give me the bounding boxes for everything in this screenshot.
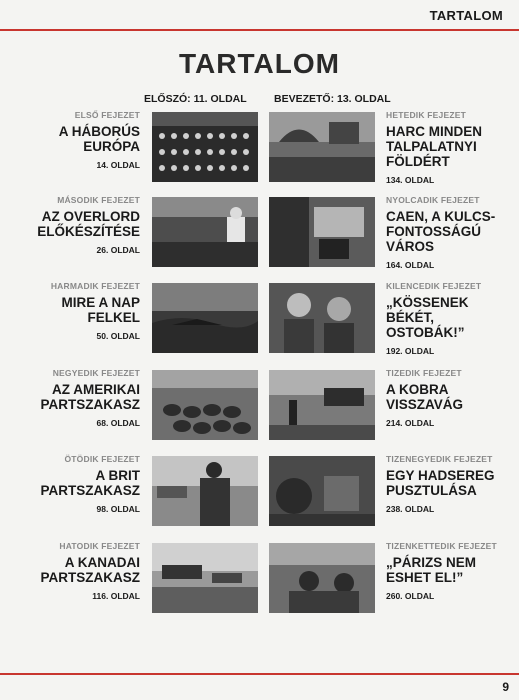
top-rule [0, 29, 519, 31]
chapter-label: KILENCEDIK FEJEZET [386, 281, 482, 291]
chapter-label: TIZENEGYEDIK FEJEZET [386, 454, 493, 464]
toc-entry[interactable] [386, 456, 519, 514]
chapter-photo [152, 456, 258, 526]
chapter-photo [269, 283, 375, 353]
toc-entry[interactable] [386, 112, 519, 185]
toc-entry[interactable] [386, 197, 519, 270]
page-reference: 214. OLDAL [386, 418, 435, 428]
chapter-label: TIZEDIK FEJEZET [386, 368, 462, 378]
toc-row [0, 112, 519, 192]
toc-entry[interactable] [0, 112, 140, 170]
chapter-label: HATODIK FEJEZET [59, 541, 140, 551]
chapter-photo [269, 370, 375, 440]
chapter-title: A HÁBORÚS EURÓPA [58, 124, 140, 154]
toc-entry[interactable] [386, 283, 519, 356]
chapter-label: NYOLCADIK FEJEZET [386, 195, 480, 205]
page-reference: 26. OLDAL [96, 245, 140, 255]
chapter-title: CAEN, A KULCS- FONTOSSÁGÚ VÁROS [386, 209, 496, 254]
page-reference: 238. OLDAL [386, 504, 435, 514]
chapter-photo [269, 543, 375, 613]
page-title: TARTALOM [179, 48, 340, 79]
chapter-title: „PÁRIZS NEM ESHET EL!” [386, 555, 477, 585]
page-number: 9 [502, 680, 509, 694]
toc-entry[interactable] [0, 283, 140, 341]
chapter-photo [152, 112, 258, 182]
chapter-label: MÁSODIK FEJEZET [57, 195, 140, 205]
chapter-title: A KOBRA VISSZAVÁG [386, 382, 464, 412]
toc-entry[interactable] [386, 370, 519, 428]
chapter-title: MIRE A NAP FELKEL [61, 295, 140, 325]
page-reference: 98. OLDAL [96, 504, 140, 514]
chapter-label: ÖTÖDIK FEJEZET [64, 454, 140, 464]
chapter-title: AZ OVERLORD ELŐKÉSZÍTÉSE [37, 209, 140, 239]
page-reference: 50. OLDAL [96, 331, 140, 341]
toc-row [0, 197, 519, 277]
chapter-title: AZ AMERIKAI PARTSZAKASZ [40, 382, 140, 412]
toc-entry[interactable] [0, 197, 140, 255]
chapter-label: HARMADIK FEJEZET [50, 281, 140, 291]
chapter-title: EGY HADSEREG PUSZTULÁSA [386, 468, 495, 498]
chapter-label: TIZENKETTEDIK FEJEZET [386, 541, 497, 551]
toc-entry[interactable] [0, 370, 140, 428]
chapter-title: A BRIT PARTSZAKASZ [40, 468, 140, 498]
preface-link[interactable]: ELŐSZÓ: 11. OLDAL [144, 93, 247, 105]
toc-row [0, 456, 519, 536]
page-reference: 68. OLDAL [96, 418, 140, 428]
toc-entry[interactable] [0, 543, 140, 601]
page-reference: 260. OLDAL [386, 591, 435, 601]
header-label: TARTALOM [429, 8, 503, 23]
page-reference: 116. OLDAL [92, 591, 140, 601]
chapter-photo [269, 197, 375, 267]
chapter-title: HARC MINDEN TALPALATNYI FÖLDÉRT [386, 124, 482, 169]
chapter-photo [269, 112, 375, 182]
toc-entry[interactable] [386, 543, 519, 601]
chapter-photo [152, 543, 258, 613]
page-reference: 164. OLDAL [386, 260, 435, 270]
chapter-title: A KANADAI PARTSZAKASZ [40, 555, 140, 585]
chapter-title: „KÖSSENEK BÉKÉT, OSTOBÁK!” [386, 295, 469, 340]
chapter-photo [152, 283, 258, 353]
page-reference: 192. OLDAL [386, 346, 435, 356]
bottom-rule [0, 673, 519, 675]
chapter-label: HETEDIK FEJEZET [386, 110, 466, 120]
chapter-photo [152, 370, 258, 440]
toc-row [0, 283, 519, 363]
page-reference: 14. OLDAL [96, 160, 140, 170]
toc-entry[interactable] [0, 456, 140, 514]
page-reference: 134. OLDAL [386, 175, 435, 185]
toc-row [0, 370, 519, 450]
chapter-label: NEGYEDIK FEJEZET [52, 368, 140, 378]
chapter-photo [269, 456, 375, 526]
toc-row [0, 543, 519, 623]
chapter-label: ELSŐ FEJEZET [74, 110, 140, 120]
introduction-link[interactable]: BEVEZETŐ: 13. OLDAL [274, 93, 391, 105]
chapter-photo [152, 197, 258, 267]
